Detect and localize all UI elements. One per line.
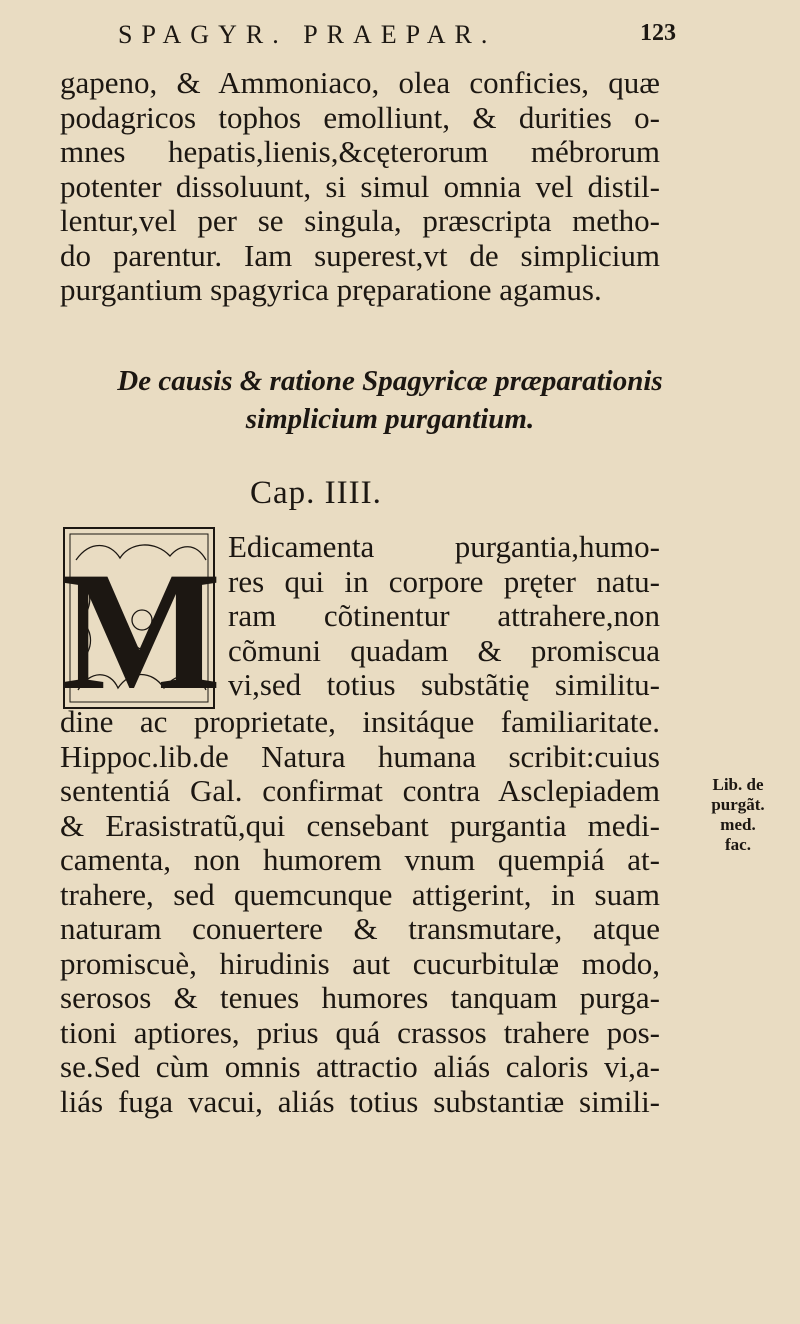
text-line: purgantium spagyrica pręparatione agamus. (60, 273, 602, 307)
margin-note-line: purgãt. (711, 795, 765, 814)
heading-line: De causis & ratione Spagyricæ præparationis (117, 365, 663, 397)
section-heading (110, 362, 670, 438)
text-line: tioni aptiores, prius quá crassos trahere pos- (60, 1015, 660, 1050)
body-paragraph (60, 705, 660, 1119)
text-line: naturam conuertere & transmutare, atque (60, 912, 660, 946)
text-line: ram cõtinentur attrahere,non (228, 599, 660, 633)
text-line: sententiá Gal. confirmat contra Asclepiadem (60, 774, 660, 808)
text-line: trahere, sed quemcunque attigerint, in suam (60, 877, 660, 912)
chapter-number: Cap. IIII. (250, 475, 382, 511)
text-line: se.Sed cùm omnis attractio aliás caloris vi,a- (60, 1050, 660, 1084)
margin-note-line: Lib. de (712, 775, 764, 794)
text-line: do parentur. Iam superest,vt de simplicium (60, 238, 660, 273)
text-line: gapeno, & Ammoniaco, olea conficies, quæ (60, 66, 660, 100)
text-line: promiscuè, hirudinis aut cucurbitulæ modo, (60, 946, 660, 981)
opening-paragraph (60, 66, 660, 308)
text-line: Hippoc.lib.de Natura humana scribit:cuius (60, 739, 660, 774)
text-line: liás fuga vacui, aliás totius substantiæ simili- (60, 1084, 660, 1119)
margin-note-line: med. (720, 815, 756, 834)
text-line: lentur,vel per se singula, præscripta metho- (60, 204, 660, 238)
text-line: mnes hepatis,lienis,&cęterorum mébrorum (60, 135, 660, 169)
text-line: cõmuni quadam & promiscua (228, 633, 660, 668)
text-line: & Erasistratũ,qui censebant purgantia medi- (60, 808, 660, 843)
marginal-note (688, 775, 788, 855)
text-line: podagricos tophos emolliunt, & durities o- (60, 100, 660, 135)
page-number: 123 (640, 20, 676, 46)
initial-letter: M (60, 537, 222, 720)
decorated-initial-m (60, 520, 222, 720)
text-line: serosos & tenues humores tanquam purga- (60, 981, 660, 1015)
margin-note-line: fac. (725, 835, 751, 854)
text-line: Edicamenta purgantia,humo- (228, 530, 660, 564)
initial-paragraph (228, 530, 660, 703)
text-line: camenta, non humorem vnum quempiá at- (60, 843, 660, 877)
running-head: SPAGYR. PRAEPAR. (118, 20, 497, 49)
text-line: dine ac proprietate, insitáque familiaritate. (60, 705, 660, 739)
text-line: potenter dissoluunt, si simul omnia vel distil- (60, 169, 660, 204)
heading-line: simplicium purgantium. (245, 403, 535, 435)
text-line: res qui in corpore pręter natu- (228, 564, 660, 599)
text-line: vi,sed totius substãtię similitu- (228, 668, 660, 702)
